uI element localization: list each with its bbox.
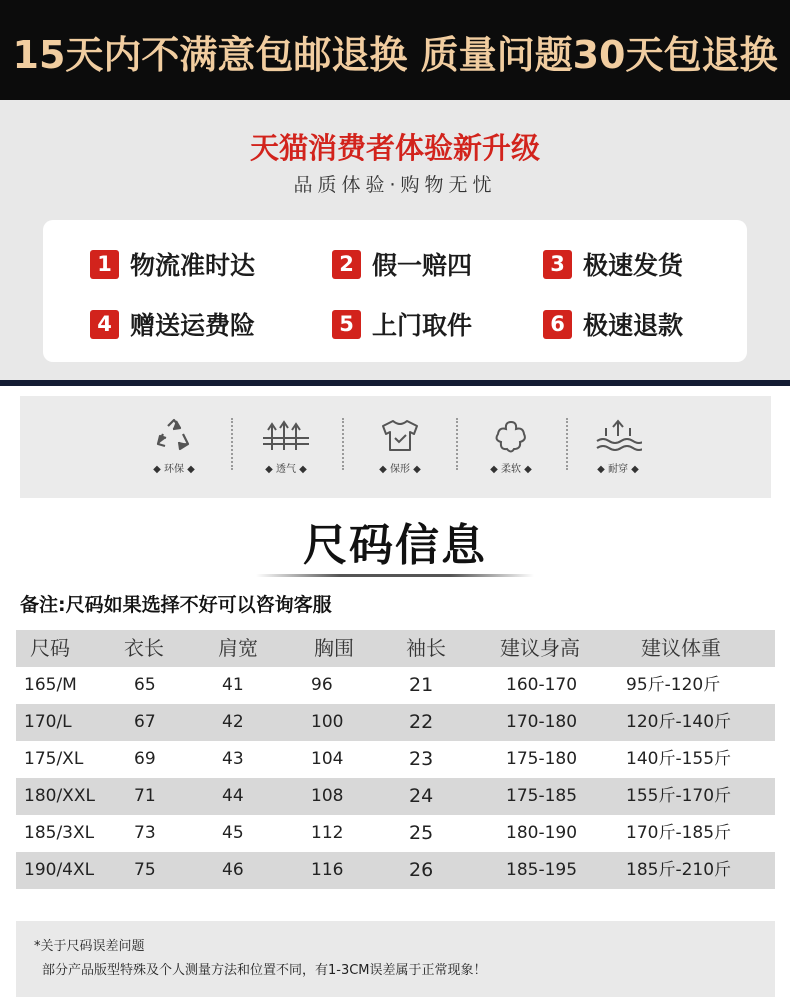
fabric-features-strip (20, 396, 771, 498)
table-cell: 43 (222, 749, 244, 769)
table-cell: 185/3XL (24, 823, 95, 843)
feature-icon-item (461, 408, 561, 488)
table-cell: 25 (409, 822, 434, 844)
table-cell: 69 (134, 749, 156, 769)
feature-item (543, 306, 683, 342)
table-cell: 44 (222, 786, 244, 806)
table-cell: 185-195 (506, 860, 578, 880)
table-cell: 116 (311, 860, 344, 880)
table-cell: 170-180 (506, 712, 578, 732)
size-table (16, 630, 775, 889)
table-cell: 108 (311, 786, 344, 806)
top-banner (0, 0, 790, 100)
table-cell: 22 (409, 711, 434, 733)
separator (342, 418, 344, 470)
table-cell: 104 (311, 749, 344, 769)
recycle-icon (154, 418, 194, 454)
feature-icon-item (124, 408, 224, 488)
feature-number-badge: 4 (90, 310, 119, 339)
table-cell: 95斤-120斤 (626, 675, 721, 695)
feature-label: 假一赔四 (372, 251, 473, 280)
feature-number-badge: 3 (543, 250, 572, 279)
table-cell: 170斤-185斤 (626, 823, 732, 843)
feature-item (90, 246, 255, 282)
header-cell: 袖长 (406, 636, 446, 660)
icon-label: ◆ 柔软 ◆ (490, 464, 532, 475)
table-cell: 175-180 (506, 749, 578, 769)
navy-divider (0, 380, 790, 386)
table-cell: 41 (222, 675, 244, 695)
separator (456, 418, 458, 470)
feature-label: 极速退款 (583, 311, 684, 340)
header-cell: 胸围 (314, 636, 354, 660)
table-cell: 42 (222, 712, 244, 732)
table-cell: 96 (311, 675, 333, 695)
promo-title: 天猫消费者体验新升级 (249, 131, 540, 165)
icon-label: ◆ 透气 ◆ (265, 464, 307, 475)
table-row (16, 778, 775, 815)
size-error-note (16, 921, 775, 997)
table-cell: 165/M (24, 675, 77, 695)
table-cell: 185斤-210斤 (626, 860, 732, 880)
icon-label: ◆ 耐穿 ◆ (597, 464, 639, 475)
feature-icon-item (350, 408, 450, 488)
promo-section (0, 100, 790, 380)
feature-item (90, 306, 255, 342)
feature-label: 极速发货 (583, 251, 684, 280)
feature-number-badge: 5 (332, 310, 361, 339)
table-cell: 23 (409, 748, 434, 770)
table-cell: 175-185 (506, 786, 578, 806)
tshirt-icon (379, 418, 421, 454)
table-row (16, 704, 775, 741)
table-cell: 73 (134, 823, 156, 843)
table-cell: 65 (134, 675, 156, 695)
durable-icon (594, 418, 642, 454)
table-cell: 100 (311, 712, 344, 732)
header-cell: 衣长 (124, 636, 164, 660)
feature-number-badge: 6 (543, 310, 572, 339)
table-row (16, 741, 775, 778)
breathable-icon (260, 418, 312, 454)
table-row (16, 815, 775, 852)
table-cell: 155斤-170斤 (626, 786, 732, 806)
note-body: 部分产品版型特殊及个人测量方法和位置不同，有1-3CM误差属于正常现象！ (42, 963, 487, 978)
header-cell: 肩宽 (218, 636, 258, 660)
table-row (16, 667, 775, 704)
feature-number-badge: 2 (332, 250, 361, 279)
feature-item (543, 246, 683, 282)
feature-label: 赠送运费险 (130, 311, 256, 340)
table-cell: 180-190 (506, 823, 578, 843)
header-cell: 建议体重 (641, 636, 721, 660)
table-cell: 180/XXL (24, 786, 95, 806)
feature-number-badge: 1 (90, 250, 119, 279)
table-cell: 190/4XL (24, 860, 95, 880)
header-cell: 尺码 (30, 636, 70, 660)
size-note: 备注:尺码如果选择不好可以咨询客服 (20, 594, 332, 616)
feature-icon-item (236, 408, 336, 488)
table-cell: 175/XL (24, 749, 84, 769)
table-cell: 26 (409, 859, 434, 881)
separator (231, 418, 233, 470)
table-cell: 67 (134, 712, 156, 732)
title-underline (256, 574, 534, 577)
feature-card (43, 220, 747, 362)
table-cell: 46 (222, 860, 244, 880)
promo-subtitle: 品质体验·购物无忧 (293, 174, 497, 196)
table-row (16, 852, 775, 889)
table-cell: 24 (409, 785, 434, 807)
table-cell: 160-170 (506, 675, 578, 695)
table-cell: 140斤-155斤 (626, 749, 732, 769)
feature-item (332, 246, 472, 282)
table-cell: 71 (134, 786, 156, 806)
header-cell: 建议身高 (500, 636, 580, 660)
note-title: *关于尺码误差问题 (34, 939, 145, 954)
table-header-row (16, 630, 775, 667)
table-cell: 75 (134, 860, 156, 880)
size-info-title: 尺码信息 (303, 520, 487, 571)
table-cell: 45 (222, 823, 244, 843)
icon-label: ◆ 环保 ◆ (153, 464, 195, 475)
feature-item (332, 306, 472, 342)
feature-icon-item (568, 408, 668, 488)
table-cell: 170/L (24, 712, 72, 732)
table-cell: 120斤-140斤 (626, 712, 732, 732)
feature-label: 上门取件 (372, 311, 473, 340)
table-cell: 112 (311, 823, 344, 843)
flower-icon (491, 418, 531, 454)
icon-label: ◆ 保形 ◆ (379, 464, 421, 475)
feature-label: 物流准时达 (130, 251, 256, 280)
table-cell: 21 (409, 674, 434, 696)
banner-text: 15天内不满意包邮退换 质量问题30天包退换 (12, 33, 778, 77)
